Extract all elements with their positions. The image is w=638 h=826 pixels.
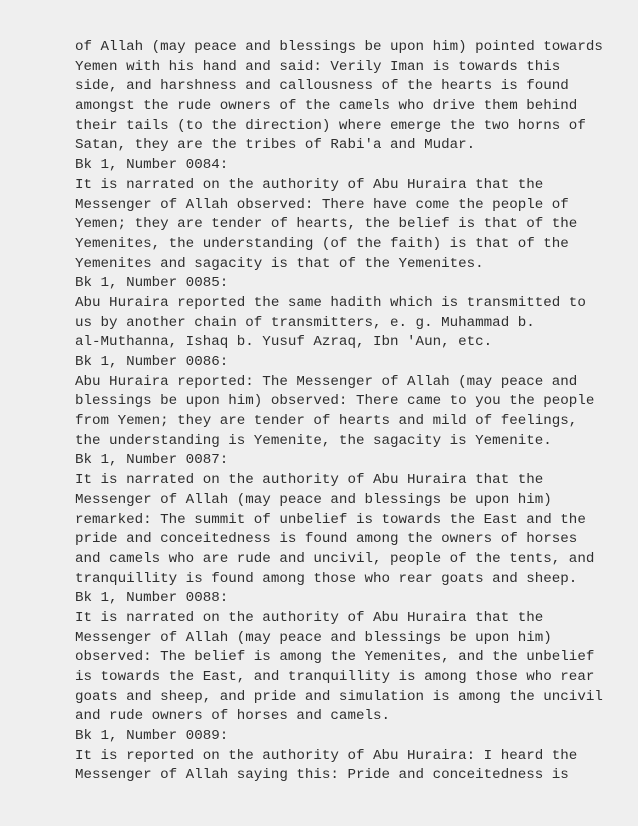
text-line: amongst the rude owners of the camels who drive them behind	[75, 98, 578, 115]
text-line: Abu Huraira reported: The Messenger of Allah (may peace and	[75, 373, 578, 390]
text-line: side, and harshness and callousness of the hearts is found	[75, 78, 569, 95]
hadith-number-heading: Bk 1, Number 0087:	[75, 452, 229, 469]
text-line: Messenger of Allah saying this: Pride and conceitedness is	[75, 767, 569, 784]
text-line: It is narrated on the authority of Abu Huraira that the	[75, 176, 544, 193]
hadith-number-heading: Bk 1, Number 0089:	[75, 728, 229, 745]
text-line: their tails (to the direction) where emerge the two horns of	[75, 117, 586, 134]
text-line: Yemen; they are tender of hearts, the belief is that of the	[75, 216, 578, 233]
text-line: al-Muthanna, Ishaq b. Yusuf Azraq, Ibn 'Aun, etc.	[75, 334, 493, 351]
text-line: the understanding is Yemenite, the sagacity is Yemenite.	[75, 432, 552, 449]
hadith-number-heading: Bk 1, Number 0084:	[75, 157, 229, 174]
text-line: It is narrated on the authority of Abu Huraira that the	[75, 609, 544, 626]
text-line: observed: The belief is among the Yemenites, and the unbelief	[75, 649, 595, 666]
text-line: Messenger of Allah observed: There have come the people of	[75, 196, 569, 213]
text-line: Satan, they are the tribes of Rabi'a and Mudar.	[75, 137, 476, 154]
text-line: goats and sheep, and pride and simulation is among the uncivil	[75, 688, 603, 705]
text-line: and camels who are rude and uncivil, people of the tents, and	[75, 550, 595, 567]
text-line: from Yemen; they are tender of hearts and mild of feelings,	[75, 413, 578, 430]
text-line: It is reported on the authority of Abu Huraira: I heard the	[75, 747, 578, 764]
text-line: and rude owners of horses and camels.	[75, 708, 391, 725]
text-line: pride and conceitedness is found among the owners of horses	[75, 531, 578, 548]
text-line: Messenger of Allah (may peace and blessings be upon him)	[75, 629, 552, 646]
text-line: Yemen with his hand and said: Verily Iman is towards this	[75, 58, 561, 75]
hadith-number-heading: Bk 1, Number 0086:	[75, 354, 229, 370]
text-line: Yemenites and sagacity is that of the Yemenites.	[75, 255, 484, 272]
hadith-number-heading: Bk 1, Number 0088:	[75, 590, 229, 607]
text-line: blessings be upon him) observed: There came to you the people	[75, 393, 595, 410]
text-line: us by another chain of transmitters, e. g. Muhammad b.	[75, 314, 535, 331]
text-line: tranquillity is found among those who rear goats and sheep.	[75, 570, 578, 587]
text-line: of Allah (may peace and blessings be upon him) pointed towards	[75, 39, 603, 55]
text-line: Abu Huraira reported the same hadith which is transmitted to	[75, 294, 586, 311]
text-line: Messenger of Allah (may peace and blessings be upon him)	[75, 491, 552, 508]
document-text	[75, 38, 635, 786]
text-line: is towards the East, and tranquillity is among those who rear	[75, 669, 595, 685]
text-line: Yemenites, the understanding (of the faith) is that of the	[75, 235, 569, 252]
hadith-number-heading: Bk 1, Number 0085:	[75, 275, 229, 292]
text-line: remarked: The summit of unbelief is towards the East and the	[75, 511, 586, 528]
text-line: It is narrated on the authority of Abu Huraira that the	[75, 472, 544, 489]
